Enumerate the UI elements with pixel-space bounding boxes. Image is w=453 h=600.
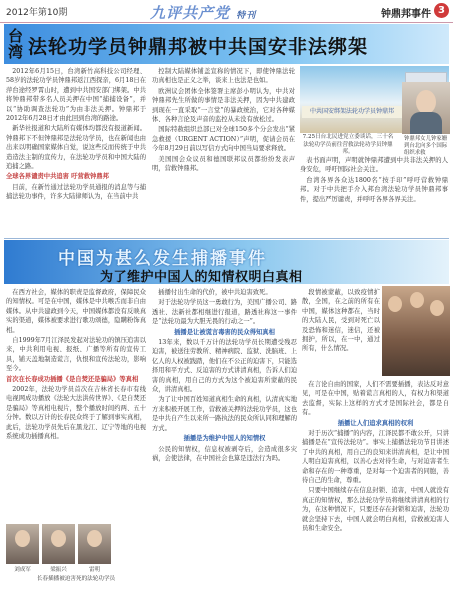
article1-photo-caption: 7.25日台北民进党立委谈话，三十名法轮功学员前往营救法轮功学员钟鼎邦。 bbox=[302, 134, 394, 155]
article2-paragraph: 自1999年7月江泽民发起对法轮功的镇压追害以来，中共利用电视、报纸、广播等所有的宣传工具，铺天盖地制造谎言，仇恨和宣传法轮功，影响至今。 bbox=[6, 337, 146, 373]
portrait-body bbox=[410, 112, 442, 134]
article2-paragraph: 公民的知情权，信息权被剥夺后，会造成很多灾祸，会使法律，在中国社会也算是违法行为吗。 bbox=[152, 445, 297, 462]
article2-paragraph: 为了让中国百姓知道真相生命的真相，认清真实地方来积极开展工作，营救被关押的法轮功学员，这也是中共自产生以来所一路执法的民众所认同和理解的方式。 bbox=[152, 396, 297, 432]
article2-banner bbox=[4, 240, 449, 284]
section-title: 钟鼎邦事件 bbox=[381, 9, 431, 20]
article1-column-3 bbox=[300, 156, 448, 234]
article1-paragraph: 目前，在新竹通过法轮功学员通报的消息等与捕捕法轮功事件，许多大陆律师认为，在当前中共 bbox=[6, 183, 146, 201]
article2-column-3 bbox=[302, 380, 449, 594]
page-number-badge: 3 bbox=[434, 3, 449, 18]
person-face bbox=[388, 296, 402, 312]
victim-photo bbox=[78, 524, 111, 564]
article2-subheadline: 为了维护中国人的知情权明白真相 bbox=[100, 270, 303, 285]
article2-subhead: 首次在长春成功插播《是自焚还是骗局》等真相 bbox=[6, 375, 139, 383]
article2-paragraph: 对于历次“捕播”的内容，江泽民都不敢公开，只讲捕播是在“宣传法轮功”。事实上捕播法轮功节目讲述了中共的真相，用自己的良知来讲清真相，是让中国人明白迫害真相，以善心去对待生命，与对迫害者生命和存在的一种尊重，是对每一个迫害者的同胞，善待自己的生命，尊重。 bbox=[302, 430, 449, 485]
article2-paragraph: 段情被蒙蔽，以致疫情扩散，全国，在之前的所有在中国，媒体这种都在，当时的大陆人民，受到对死亡以及恐怖和迷信，迷信，还被拥护，所以，在一中，通过所有，什么情况。 bbox=[302, 289, 380, 353]
victim-photos-caption: 长春插播被迫害死的法轮功学员 bbox=[36, 576, 116, 582]
article1-paragraph: 欧洲议会团体全体签署主席彭小明认为，中共对钟鼎邦先生所做的事情是非法关押，因为中共建政到现在一直采取“一言堂”的暴政统治，它对各种媒体、各种言论及声音的监控从未没有放松过。 bbox=[152, 87, 295, 124]
section-divider bbox=[4, 238, 449, 239]
article2-paragraph: 在言论自由的国家，人们不需要插播，表达反对意见，可是在中国，贴着谎言真相的人，有权力和渠道去监督，实际上这样的方式才是国际社会，都是自有。 bbox=[302, 381, 449, 417]
article2-column-2 bbox=[152, 288, 297, 594]
publication-title bbox=[150, 2, 256, 23]
victim-face bbox=[87, 530, 102, 547]
article1-paragraph: 表书面声明，声明就钟鼎邦遭到中共非法关押的人身安危，呼吁国际社会关注。 bbox=[300, 157, 448, 174]
portrait-photo bbox=[402, 82, 450, 134]
article2-paragraph: 13年来，数以千万计的法轮功学员长期遭受残忍迫害，被送往劳教所、精神病院、监狱、洗脑班、上亿人的人权被践踏，他们在不公正的迫害下，只能选择用和平方式、反迫害的方式讲清真相，告诉人们迫害的真相，用自己的方式为这个被迫害所蒙蔽的民众，讲清真相。 bbox=[152, 339, 297, 394]
article1-banner bbox=[4, 24, 449, 64]
article1-paragraph: 新华社报道和大陆所有媒体均都没有报道新闻。钟鼎邦下不但钟鼎邦是法轮功学员，也在新闻也由出来以明确国家媒体自觉，说这些反而传统于中共造造法主制的宣传力，在法轮功学员和中国大陆的追捕之路。 bbox=[6, 125, 146, 171]
article2-photo bbox=[382, 286, 450, 376]
victim-name: 梁振兴 bbox=[50, 567, 67, 573]
article2-subhead: 插播是让被谎言毒害的民众得知真相 bbox=[174, 328, 275, 336]
victim-face bbox=[51, 530, 66, 547]
article1-paragraph: 台湾各界各众达1800名“按手印”呼吁营救钟鼎邦。对于中共把手介入邦台湾法轮功学员钟鼎邦事件，提出严厉谴责，并呼吁各界各界关注。 bbox=[300, 176, 448, 203]
article2-headline: 中国为甚么发生捕播事件 bbox=[58, 249, 267, 269]
person-face bbox=[410, 292, 424, 308]
article1-column-1 bbox=[6, 67, 146, 235]
person-face bbox=[430, 300, 444, 316]
article1-paragraph: 美国国会众议员和德国联邦议员都纷纷发表声明，营救钟鼎邦。 bbox=[152, 155, 295, 173]
victim-name: 雷明 bbox=[88, 567, 100, 573]
article2-paragraph: 插播付出生命的代价，被中共迫害致死。 bbox=[158, 289, 272, 296]
article1-paragraph: 2012年6月15日，台湾新竹高科技公司经理、58岁的法轮功学员钟鼎邦返江西探亲，6月18日在萍台途经罗霄山时，遭到中共国安部门绑架。中共将钟鼎邦带多名人员关押在中国“捕捕设备”，并以“协助调查法轮功”为由非法关押。钟鼎邦于2012年6月28日才由此回到台湾的路途。 bbox=[6, 68, 146, 123]
portrait-caption: 钟鼎邦女儿钟家姗到台北向多个国际组织求救 bbox=[404, 136, 448, 156]
victim-face bbox=[15, 530, 30, 547]
victim-name: 刘成军 bbox=[14, 567, 31, 573]
article2-paragraph: 2002年，法轮功学员首次在吉林省长春市有线电视网成功播放《法轮大法洪传世界》、《是自焚还是骗局》等真相电视片，整个播放时间约两、五十分钟。数以万计的长春民众终于了解到事实真相，此后，法轮功学员先后在黑龙江、辽宁等地的电视系统成功插播真相。 bbox=[6, 386, 146, 441]
article2-subhead: 插播让人们追求真相的权利 bbox=[337, 419, 414, 427]
victim-photos bbox=[6, 524, 112, 573]
article2-paragraph: 只要中国继续存在信息封锁、追害，中国人就没有真正的知情权，那么法轮功学员将继续讲清真相的行为，在这种情况下，只要还存在封锁和迫害，法轮功就会坚持下去，中国人就会明白真相，营救被迫害人员和生命安全。 bbox=[302, 487, 449, 533]
article1-kicker: 台湾 bbox=[8, 27, 24, 61]
victim-photo bbox=[6, 524, 39, 564]
article1-paragraph: 控制大陆媒体铺盖宣称的情况下，即使钟鼎法轮功真相也是正义之举，谈来上也法是也如。 bbox=[152, 68, 295, 85]
protest-banner: 中共国安绑架法轮功学员钟鼎邦 bbox=[302, 106, 402, 118]
article2-column-1 bbox=[6, 288, 146, 520]
article1-paragraph: 国际特赦组织总部已对全球150多个分会发出“紧急救援（URGENT ACTION）”声明，促请会员在今年8月29日前以写信方式向中国当局要求释放。 bbox=[152, 126, 295, 153]
issue-number: 2012年第10期 bbox=[6, 8, 68, 18]
article2-column-3-top bbox=[302, 288, 380, 378]
article1-column-2 bbox=[152, 67, 295, 235]
publication-title-suffix: 特刊 bbox=[236, 11, 257, 21]
article1-subhead: 全球各界谴责中共追害 吁营救钟鼎邦 bbox=[6, 173, 109, 181]
portrait-face bbox=[416, 90, 436, 114]
publication-title-text: 九评共产党 bbox=[150, 4, 231, 22]
victim-photo bbox=[42, 524, 75, 564]
article2-paragraph: 在西方社会，媒体的职责是监督政府，保障民众的知情权。可是在中国，媒体是中共喉舌而非自由媒体。从中共建政到今天，中国媒体都没有反映真实的渠道，媒体被要求进行歌功颂德，隐瞒粉饰真相。 bbox=[6, 289, 146, 334]
article1-headline: 法轮功学员钟鼎邦被中共国安非法绑架 bbox=[28, 36, 369, 58]
page-header bbox=[0, 0, 453, 23]
article2-subhead: 插播是为维护中国人的知情权 bbox=[183, 435, 266, 443]
article2-paragraph: 对于法轮功学员这一勇敢行为，美国广播公司、路透社、法新社都相继进行报道，路透社称这一事件是“法轮功最为大胆无畏的行动之一”。 bbox=[152, 299, 297, 326]
